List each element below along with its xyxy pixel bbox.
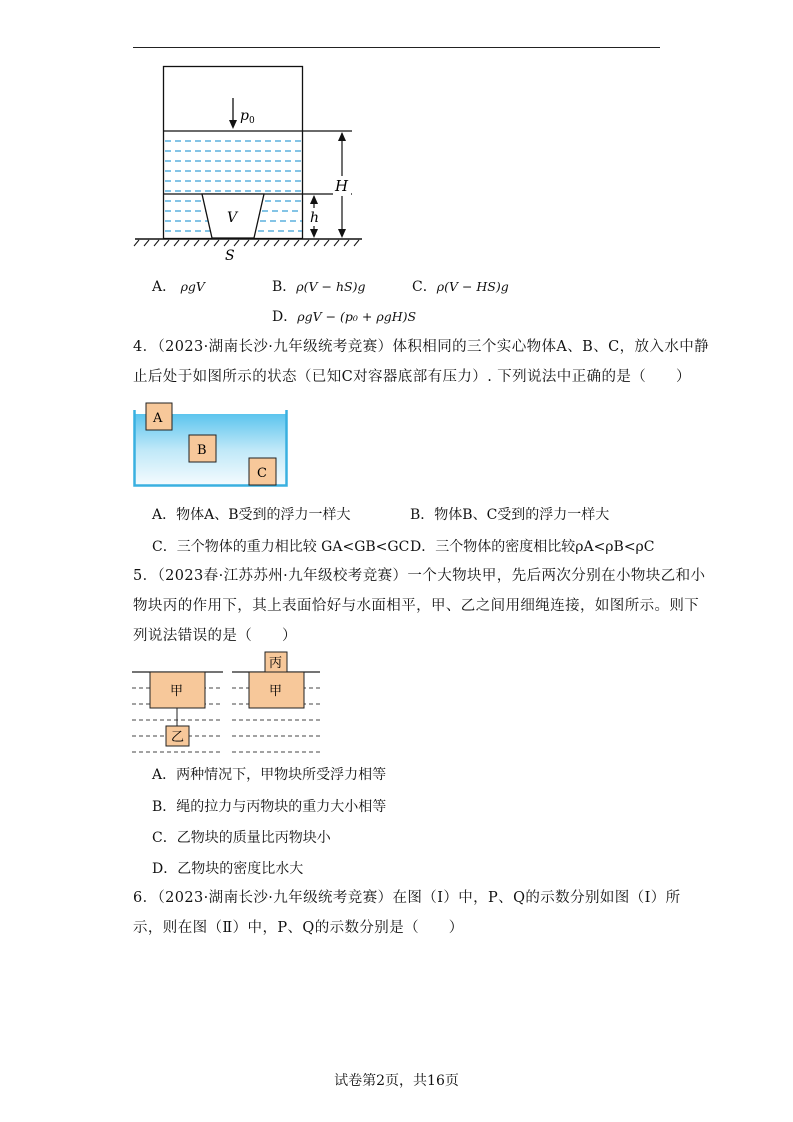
q5-option-a: A．两种情况下，甲物块所受浮力相等: [152, 767, 387, 783]
page-footer: 试卷第2页，共16页: [334, 1073, 459, 1089]
svg-text:甲: 甲: [170, 684, 184, 699]
q5-option-b: B．绳的拉力与丙物块的重力大小相等: [152, 799, 387, 815]
q3-option-d: D．ρgV − (p₀ + ρgH)S: [272, 309, 417, 325]
label-H: H: [335, 177, 349, 195]
q4-option-b: B．物体B、C受到的浮力一样大: [410, 507, 610, 523]
q5-figure: [130, 650, 325, 760]
svg-text:甲: 甲: [269, 684, 283, 699]
svg-text:B: B: [197, 443, 207, 458]
q5-option-c: C．乙物块的质量比丙物块小: [152, 830, 331, 846]
q5-text-line1: 5．（2023春·江苏苏州·九年级校考竞赛）一个大物块甲，先后两次分别在小物块乙和小: [133, 568, 706, 584]
q4-option-c: C．三个物体的重力相比较 GA<GB<GC: [152, 539, 410, 555]
q5-option-d: D．乙物块的密度比水大: [152, 861, 304, 877]
label-p0: $p_0$: [240, 108, 255, 126]
q4-option-d: D．三个物体的密度相比较ρA<ρB<ρC: [410, 539, 655, 555]
q3-option-c: C．ρ(V − HS)g: [412, 279, 509, 295]
q4-text-line2: 止后处于如图所示的状态（已知C对容器底部有压力）. 下列说法中正确的是（ ）: [133, 369, 691, 385]
label-V: V: [227, 210, 238, 226]
label-S: S: [225, 248, 235, 264]
q3-option-a: A． ρgV: [152, 279, 205, 295]
q4-figure: [133, 400, 289, 488]
label-h: h: [310, 210, 320, 226]
q4-option-a: A．物体A、B受到的浮力一样大: [152, 507, 351, 523]
q4-text-line1: 4．（2023·湖南长沙·九年级统考竞赛）体积相同的三个实心物体A、B、C，放入水中静: [133, 339, 710, 355]
svg-text:乙: 乙: [171, 730, 185, 745]
ground-hatching: [134, 240, 359, 246]
q3-option-b: B．ρ(V − hS)g: [272, 279, 366, 295]
svg-text:A: A: [153, 411, 163, 426]
q6-text-line2: 示，则在图（Ⅱ）中，P、Q的示数分别是（ ）: [133, 920, 464, 936]
q5-text-line2: 物块丙的作用下，其上表面恰好与水面相平，甲、乙之间用细绳连接，如图所示。则下: [133, 598, 700, 614]
q3-container-figure: [130, 60, 370, 265]
q5-text-line3: 列说法错误的是（ ）: [133, 628, 297, 644]
svg-text:丙: 丙: [269, 656, 283, 671]
svg-text:C: C: [257, 466, 267, 481]
q6-text-line1: 6．（2023·湖南长沙·九年级统考竞赛）在图（Ⅰ）中，P、Q的示数分别如图（Ⅰ）所: [133, 890, 681, 906]
header-rule: [133, 47, 660, 48]
